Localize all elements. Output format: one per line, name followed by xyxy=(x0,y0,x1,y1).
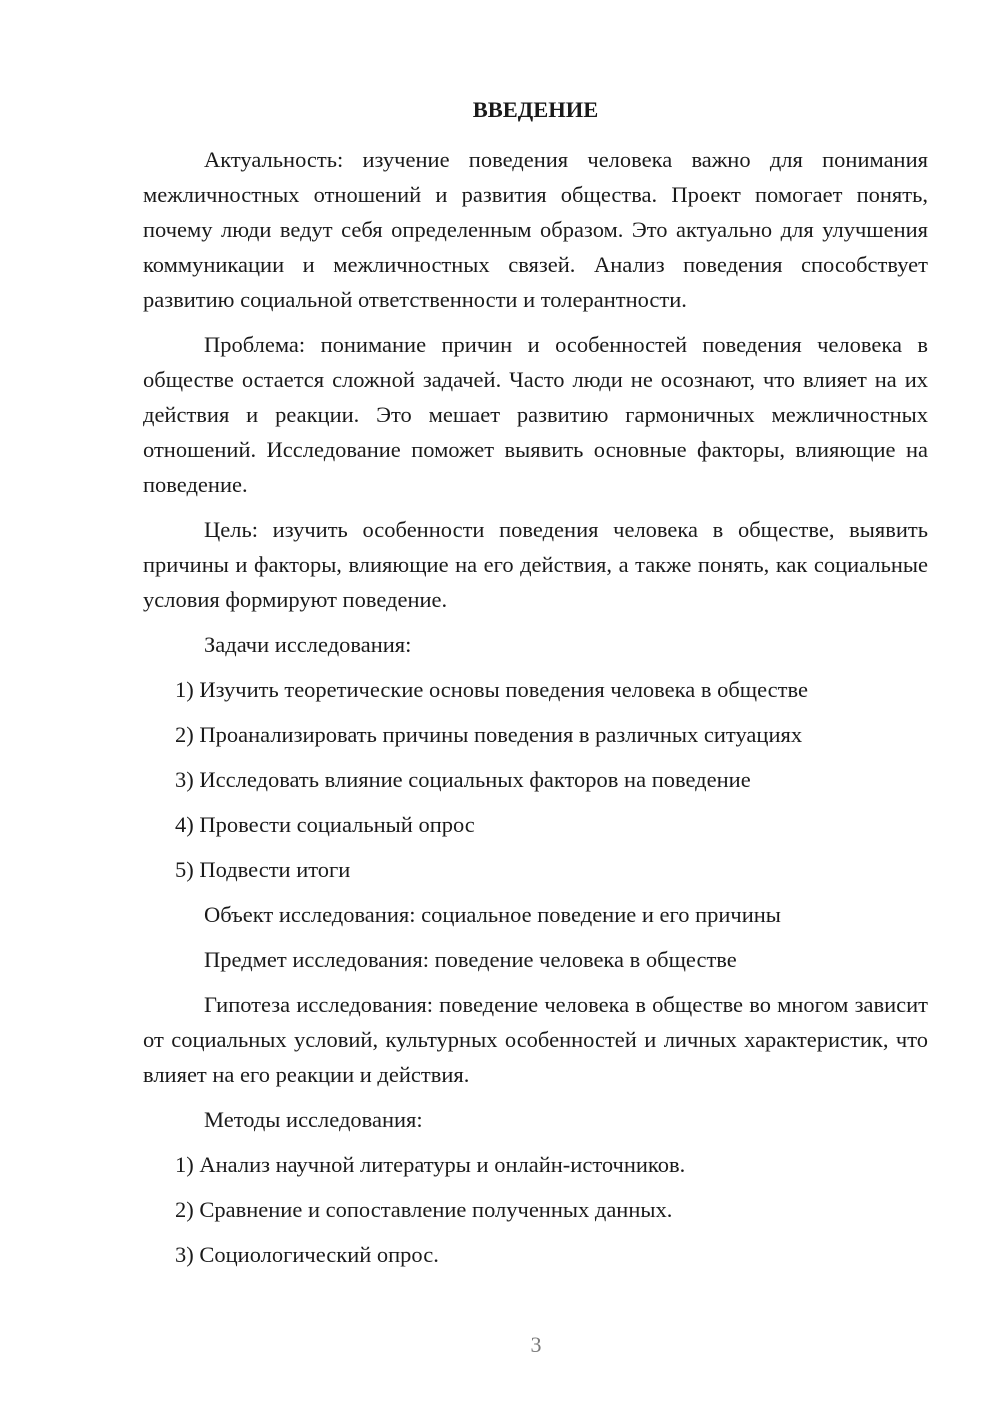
research-subject: Предмет исследования: поведение человека в обществе xyxy=(204,947,737,972)
list-item: 3) Социологический опрос. xyxy=(175,1242,439,1267)
paragraph-relevance: Актуальность: изучение поведения человека важно для понимания межличностных отношений и развития общества. Проект помогает понять, почему люди ведут себя определенным образом. Это актуально для улучшения коммуникации и межличностных связей. Анализ поведения способствует развитию социальной ответственности и толерантности. xyxy=(143,147,928,312)
tasks-heading: Задачи исследования: xyxy=(204,632,412,657)
paragraph-hypothesis: Гипотеза исследования: поведение человека в обществе во многом зависит от социальных условий, культурных особенностей и личных характеристик, что влияет на его реакции и действия. xyxy=(143,992,928,1087)
page-number: 3 xyxy=(530,1332,542,1357)
section-title: ВВЕДЕНИЕ xyxy=(472,97,599,122)
list-item: 4) Провести социальный опрос xyxy=(175,812,475,837)
paragraph-goal: Цель: изучить особенности поведения человека в обществе, выявить причины и факторы, влияющие на его действия, а также понять, как социальные условия формируют поведение. xyxy=(143,517,928,612)
paragraph-problem: Проблема: понимание причин и особенностей поведения человека в обществе остается сложной задачей. Часто люди не осознают, что влияет на их действия и реакции. Это мешает развитию гармоничных межличностных отношений. Исследование поможет выявить основные факторы, влияющие на поведение. xyxy=(143,332,928,497)
list-item: 5) Подвести итоги xyxy=(175,857,351,882)
list-item: 1) Анализ научной литературы и онлайн-источников. xyxy=(175,1152,686,1177)
page-content xyxy=(143,92,928,1282)
list-item: 1) Изучить теоретические основы поведения человека в обществе xyxy=(175,677,808,702)
research-object: Объект исследования: социальное поведение и его причины xyxy=(204,902,781,927)
methods-heading: Методы исследования: xyxy=(204,1107,423,1132)
tasks-list xyxy=(143,672,928,887)
list-item: 2) Проанализировать причины поведения в различных ситуациях xyxy=(175,722,803,747)
list-item: 3) Исследовать влияние социальных факторов на поведение xyxy=(175,767,751,792)
methods-list xyxy=(143,1147,928,1272)
list-item: 2) Сравнение и сопоставление полученных данных. xyxy=(175,1197,673,1222)
